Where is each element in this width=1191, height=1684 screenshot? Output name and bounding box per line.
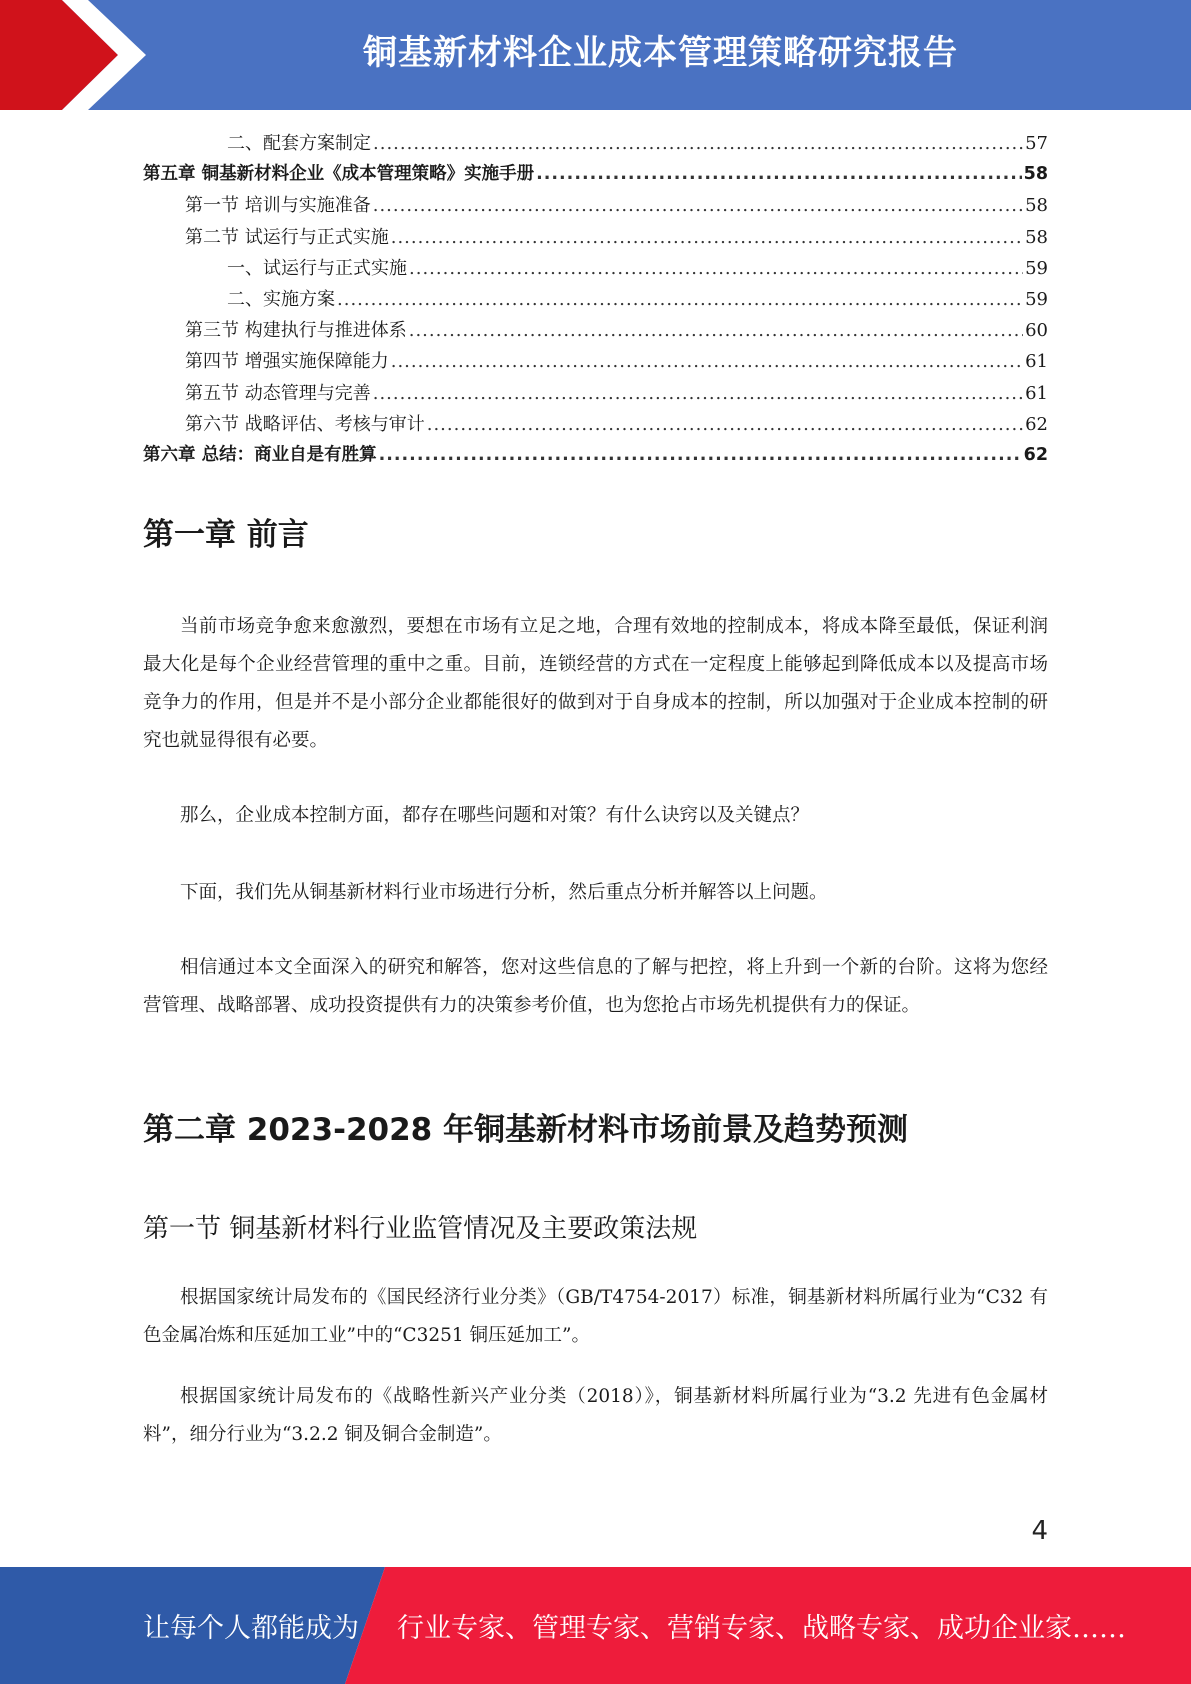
toc-entry[interactable] — [143, 190, 1048, 221]
toc-entry[interactable] — [143, 222, 1048, 253]
section-1-heading: 第一节 铜基新材料行业监管情况及主要政策法规 — [143, 1214, 698, 1244]
section-1-paragraph-1: 根据国家统计局发布的《国民经济行业分类》（GB/T4754-2017）标准，铜基新材料所属行业为“C32 有色金属冶炼和压延加工业”中的“C3251 铜压延加工”。 — [143, 1287, 1048, 1346]
chapter-1-paragraph-2: 那么，企业成本控制方面，都存在哪些问题和对策？有什么诀窍以及关键点？ — [180, 805, 810, 826]
toc-entry[interactable] — [143, 440, 1048, 471]
footer-slogan-right: 行业专家、管理专家、营销专家、战略专家、成功企业家…… — [397, 1613, 1126, 1644]
toc-dot-leader — [409, 315, 1023, 346]
header-banner — [0, 0, 1191, 110]
toc-entry-title: 第一节 培训与实施准备 — [185, 195, 371, 217]
toc-entry-title: 第五章 铜基新材料企业《成本管理策略》实施手册 — [143, 164, 535, 185]
toc-entry-page-number: 61 — [1025, 382, 1048, 404]
chapter-1-paragraph-1: 当前市场竞争愈来愈激烈，要想在市场有立足之地，合理有效地的控制成本，将成本降至最低，保证利润最大化是每个企业经营管理的重中之重。目前，连锁经营的方式在一定程度上能够起到降低成本以及提高市场竞争力的作用，但是并不是小部分企业都能很好的做到对于自身成本的控制，所以加强对于企业成本控制的研究也就显得很有必要。 — [143, 616, 1048, 751]
toc-entry[interactable] — [143, 378, 1048, 409]
toc-dot-leader — [427, 409, 1023, 440]
toc-entry[interactable] — [143, 315, 1048, 346]
chapter-1-paragraph-3: 下面，我们先从铜基新材料行业市场进行分析，然后重点分析并解答以上问题。 — [180, 882, 828, 903]
toc-entry-title: 第五节 动态管理与完善 — [185, 382, 371, 404]
toc-dot-leader — [409, 253, 1023, 284]
toc-dot-leader — [391, 346, 1023, 377]
toc-dot-leader — [373, 190, 1023, 221]
toc-entry-title: 第六节 战略评估、考核与审计 — [185, 413, 425, 435]
toc-dot-leader — [373, 378, 1023, 409]
toc-entry-page-number: 62 — [1025, 413, 1048, 435]
toc-entry-page-number: 58 — [1025, 226, 1048, 248]
toc-entry-page-number: 59 — [1025, 288, 1048, 310]
chapter-2-heading: 第二章 2023-2028 年铜基新材料市场前景及趋势预测 — [143, 1112, 909, 1148]
toc-entry-title: 第四节 增强实施保障能力 — [185, 351, 389, 373]
toc-dot-leader — [536, 159, 1022, 190]
toc-entry-title: 二、配套方案制定 — [227, 133, 371, 154]
toc-entry[interactable] — [143, 284, 1048, 315]
toc-entry-page-number: 59 — [1025, 257, 1048, 279]
toc-dot-leader — [391, 222, 1023, 253]
toc-entry-page-number: 61 — [1025, 351, 1048, 373]
toc-entry-title: 二、实施方案 — [227, 288, 335, 310]
toc-entry-page-number: 57 — [1025, 133, 1048, 154]
toc-dot-leader — [337, 284, 1023, 315]
toc-entry-page-number: 58 — [1023, 164, 1048, 185]
toc-entry[interactable] — [143, 253, 1048, 284]
toc-entry[interactable] — [143, 409, 1048, 440]
toc-entry-page-number: 62 — [1023, 444, 1048, 465]
toc-entry[interactable] — [143, 346, 1048, 377]
toc-entry-page-number: 60 — [1025, 320, 1048, 342]
table-of-contents — [143, 128, 1048, 471]
toc-entry-title: 第三节 构建执行与推进体系 — [185, 320, 407, 342]
toc-entry-title: 第六章 总结：商业自是有胜算 — [143, 444, 377, 465]
page-number: 4 — [1031, 1516, 1048, 1546]
header-title: 铜基新材料企业成本管理策略研究报告 — [363, 33, 958, 73]
section-1-paragraph-2: 根据国家统计局发布的《战略性新兴产业分类（2018）》，铜基新材料所属行业为“3.2 先进有色金属材料”，细分行业为“3.2.2 铜及铜合金制造”。 — [143, 1386, 1048, 1445]
toc-entry[interactable] — [143, 128, 1048, 159]
footer-slogan-left: 让每个人都能成为 — [143, 1613, 359, 1644]
chapter-1-heading: 第一章 前言 — [143, 517, 309, 553]
footer-banner — [0, 1567, 1191, 1684]
toc-entry-title: 一、试运行与正式实施 — [227, 257, 407, 279]
chapter-1-paragraph-4: 相信通过本文全面深入的研究和解答，您对这些信息的了解与把控，将上升到一个新的台阶。这将为您经营管理、战略部署、成功投资提供有力的决策参考价值，也为您抢占市场先机提供有力的保证。 — [143, 957, 1048, 1016]
toc-dot-leader — [379, 440, 1022, 471]
toc-dot-leader — [373, 128, 1023, 159]
toc-entry-page-number: 58 — [1025, 195, 1048, 217]
toc-entry[interactable] — [143, 159, 1048, 190]
toc-entry-title: 第二节 试运行与正式实施 — [185, 226, 389, 248]
